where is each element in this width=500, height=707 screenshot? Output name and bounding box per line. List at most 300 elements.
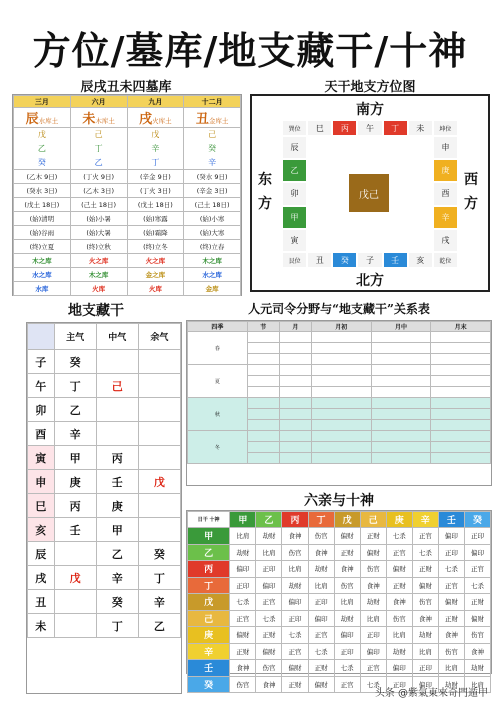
relation-cell	[311, 398, 371, 409]
relation-col-header: 节	[247, 322, 279, 332]
solar-term: (始)大寒	[184, 226, 241, 240]
hidden-stem-cell	[54, 614, 96, 638]
ten-god-cell: 食神	[412, 610, 438, 627]
hidden-col-header: 中气	[96, 324, 138, 350]
ten-god-cell: 正官	[386, 544, 412, 561]
compass-cell: 巽位	[282, 120, 307, 136]
ten-god-cell: 偏财	[334, 528, 360, 545]
month-header: 三月	[14, 96, 71, 108]
ten-god-cell: 正印	[334, 643, 360, 660]
hidden-stem-cell: 丙	[96, 446, 138, 470]
relation-cell	[247, 376, 279, 387]
ten-god-cell: 正印	[386, 676, 412, 693]
season-cell: 冬	[188, 431, 248, 464]
relation-cell	[431, 442, 491, 453]
relation-cell	[431, 332, 491, 343]
ten-god-cell: 劫财	[230, 544, 256, 561]
ten-god-cell: 正官	[256, 594, 282, 611]
hidden-stem-cell: 丁	[54, 374, 96, 398]
ten-god-cell: 正财	[256, 627, 282, 644]
relation-cell	[311, 343, 371, 354]
hidden-stem-cell: 庚	[54, 470, 96, 494]
stem-header: 庚	[386, 512, 412, 528]
relation-cell	[279, 387, 311, 398]
solar-term: (终)立夏	[14, 240, 71, 254]
stem-days: (丁火 9日)	[70, 170, 127, 184]
hidden-stem-cell: 戊	[138, 470, 180, 494]
branch-cell: 寅	[28, 446, 55, 470]
branch-cell: 午	[28, 374, 55, 398]
hidden-stem-cell: 壬	[96, 470, 138, 494]
ten-god-cell: 偏财	[386, 561, 412, 578]
compass-cell: 丙	[332, 120, 357, 136]
ten-god-cell: 正印	[230, 577, 256, 594]
tomb-store-label: 火之库	[70, 254, 127, 268]
ten-god-cell: 伤官	[438, 643, 464, 660]
relation-cell	[311, 354, 371, 365]
stem-days: (己土 18日)	[184, 198, 241, 212]
hidden-stem-cell: 丁	[96, 614, 138, 638]
day-stem-cell: 癸	[188, 676, 230, 693]
ten-god-cell: 正财	[438, 610, 464, 627]
ten-god-cell: 偏印	[412, 676, 438, 693]
ten-god-cell: 劫财	[256, 528, 282, 545]
stem-days: (乙木 3日)	[70, 184, 127, 198]
ten-god-cell: 劫财	[360, 594, 386, 611]
ten-god-cell: 正官	[360, 660, 386, 677]
solar-term: (终)立春	[184, 240, 241, 254]
hidden-stem-cell	[96, 350, 138, 374]
stem-header: 丙	[282, 512, 308, 528]
tomb-element: 土	[51, 117, 59, 125]
hidden-stem: 戊	[127, 128, 184, 142]
compass-cell: 酉	[433, 182, 458, 205]
relation-cell	[279, 398, 311, 409]
tomb-element: 土	[108, 117, 115, 125]
ten-god-cell: 七杀	[308, 643, 334, 660]
compass-cell: 戌	[433, 229, 458, 252]
compass-box	[250, 94, 490, 292]
compass-cell: 丁	[383, 120, 408, 136]
day-stem-cell: 庚	[188, 627, 230, 644]
branch-cell: 丑	[28, 590, 55, 614]
hidden-stem-cell	[138, 422, 180, 446]
tomb-table	[13, 95, 241, 296]
relation-cell	[431, 343, 491, 354]
ten-god-cell: 比肩	[230, 528, 256, 545]
relation-cell	[247, 409, 279, 420]
ten-god-cell: 劫财	[334, 610, 360, 627]
ten-god-cell: 偏财	[230, 627, 256, 644]
west-label: 西方	[464, 172, 478, 212]
compass-cell: 申	[433, 136, 458, 159]
hidden-stem-cell: 甲	[96, 518, 138, 542]
relation-cell	[279, 376, 311, 387]
ten-god-cell: 伤官	[386, 610, 412, 627]
ten-god-cell: 偏印	[360, 643, 386, 660]
ten-god-cell: 偏印	[282, 594, 308, 611]
branch-cell: 亥	[28, 518, 55, 542]
hidden-stem-cell	[54, 590, 96, 614]
relation-box	[186, 320, 492, 486]
tomb-store-label: 水之库	[14, 268, 71, 282]
compass-cell: 壬	[383, 252, 408, 268]
relation-cell	[311, 332, 371, 343]
hidden-heading: 地支藏干	[68, 303, 124, 319]
month-header: 九月	[127, 96, 184, 108]
relation-cell	[371, 398, 431, 409]
hidden-stem-cell: 乙	[138, 614, 180, 638]
relation-cell	[247, 453, 279, 464]
relation-cell	[247, 343, 279, 354]
corner-header: 日干 十神	[188, 512, 230, 528]
day-stem-cell: 丙	[188, 561, 230, 578]
stem-header: 乙	[256, 512, 282, 528]
ten-god-cell: 劫财	[386, 643, 412, 660]
day-stem-cell: 甲	[188, 528, 230, 545]
tomb-kind: 木库	[95, 117, 109, 125]
hidden-stem: 癸	[184, 142, 241, 156]
ten-god-cell: 劫财	[464, 660, 490, 677]
compass-cell: 坤位	[433, 120, 458, 136]
relation-cell	[311, 409, 371, 420]
ten-god-cell: 偏印	[386, 660, 412, 677]
relation-cell	[431, 420, 491, 431]
relation-cell	[279, 354, 311, 365]
relation-col-header: 月初	[311, 322, 371, 332]
relation-cell	[247, 442, 279, 453]
hidden-stem-cell: 丁	[138, 566, 180, 590]
relation-table	[187, 321, 491, 464]
six-box	[186, 510, 492, 691]
ten-god-cell: 正官	[464, 561, 490, 578]
ten-god-cell: 七杀	[282, 627, 308, 644]
solar-term: (始)大暑	[70, 226, 127, 240]
tomb-kind: 金库	[208, 117, 222, 125]
relation-cell	[279, 365, 311, 376]
hidden-table	[27, 323, 181, 638]
hidden-stem: 癸	[14, 156, 71, 170]
hidden-stem: 乙	[70, 156, 127, 170]
stem-header: 癸	[464, 512, 490, 528]
branch-cell: 戌	[28, 566, 55, 590]
ten-god-cell: 正印	[360, 627, 386, 644]
ten-god-cell: 伤官	[464, 627, 490, 644]
ten-god-cell: 食神	[386, 594, 412, 611]
stem-days: (己土 18日)	[70, 198, 127, 212]
day-stem-cell: 辛	[188, 643, 230, 660]
ten-god-cell: 正财	[360, 528, 386, 545]
ten-god-cell: 偏印	[334, 627, 360, 644]
relation-cell	[279, 420, 311, 431]
relation-cell	[431, 409, 491, 420]
hidden-stem-cell	[96, 422, 138, 446]
tomb-name-cell	[184, 108, 241, 128]
relation-cell	[311, 387, 371, 398]
ten-god-cell: 正官	[438, 577, 464, 594]
compass-cell: 乾位	[433, 252, 458, 268]
ten-god-cell: 食神	[464, 643, 490, 660]
relation-cell	[431, 354, 491, 365]
relation-cell	[279, 431, 311, 442]
ten-god-cell: 劫财	[282, 577, 308, 594]
ten-god-cell: 正财	[412, 561, 438, 578]
ten-god-cell: 比肩	[308, 577, 334, 594]
branch-cell: 卯	[28, 398, 55, 422]
ten-god-cell: 偏财	[464, 610, 490, 627]
stem-header: 甲	[230, 512, 256, 528]
compass-center: 戊己	[349, 174, 389, 212]
day-stem-cell: 戊	[188, 594, 230, 611]
ten-god-cell: 正印	[282, 610, 308, 627]
relation-cell	[371, 409, 431, 420]
relation-col-header: 月中	[371, 322, 431, 332]
ten-god-cell: 食神	[308, 544, 334, 561]
stem-days: (辛金 9日)	[127, 170, 184, 184]
ten-god-cell: 正财	[334, 544, 360, 561]
day-stem-cell: 乙	[188, 544, 230, 561]
hidden-col-header: 主气	[54, 324, 96, 350]
tomb-kind: 火库	[152, 117, 166, 125]
ten-god-cell: 七杀	[412, 544, 438, 561]
tomb-heading: 辰戌丑未四墓库	[80, 80, 172, 95]
tomb-name-cell	[127, 108, 184, 128]
ten-god-cell: 劫财	[438, 676, 464, 693]
hidden-stem-cell	[138, 446, 180, 470]
ten-god-cell: 伤官	[334, 577, 360, 594]
tomb-store-label: 木之库	[14, 254, 71, 268]
ten-god-cell: 正印	[308, 594, 334, 611]
hidden-box	[26, 322, 182, 694]
relation-cell	[247, 398, 279, 409]
relation-cell	[431, 365, 491, 376]
tomb-element: 土	[165, 117, 172, 125]
compass-left-col	[282, 136, 307, 252]
ten-god-cell: 劫财	[308, 561, 334, 578]
stem-days: (戊土 18日)	[14, 198, 71, 212]
season-cell: 夏	[188, 365, 248, 398]
relation-cell	[247, 387, 279, 398]
relation-cell	[431, 398, 491, 409]
ten-god-cell: 比肩	[360, 610, 386, 627]
relation-cell	[311, 442, 371, 453]
compass-cell: 寅	[282, 229, 307, 252]
ten-god-cell: 正印	[464, 528, 490, 545]
hidden-stem: 戊	[14, 128, 71, 142]
ten-god-cell: 比肩	[464, 676, 490, 693]
ten-god-cell: 偏财	[360, 544, 386, 561]
day-stem-cell: 丁	[188, 577, 230, 594]
ten-god-cell: 比肩	[256, 544, 282, 561]
solar-term: (始)清明	[14, 212, 71, 226]
tomb-branch: 辰	[25, 112, 39, 127]
relation-col-header: 月末	[431, 322, 491, 332]
relation-col-header: 月	[279, 322, 311, 332]
season-cell: 秋	[188, 398, 248, 431]
hidden-stem-cell: 己	[96, 374, 138, 398]
footer-watermark: 头条 @紫氣東來奇門遁甲	[374, 688, 488, 699]
tomb-name-cell	[70, 108, 127, 128]
stem-days: (乙木 9日)	[14, 170, 71, 184]
hidden-stem-cell: 戊	[54, 566, 96, 590]
branch-cell: 辰	[28, 542, 55, 566]
relation-cell	[279, 453, 311, 464]
hidden-stem-cell: 丙	[54, 494, 96, 518]
stem-days: (癸水 3日)	[14, 184, 71, 198]
ten-god-cell: 正官	[230, 610, 256, 627]
ten-god-cell: 偏印	[230, 561, 256, 578]
hidden-stem: 丁	[127, 156, 184, 170]
solar-term: (终)立冬	[127, 240, 184, 254]
ten-god-cell: 食神	[230, 660, 256, 677]
solar-term: (始)寒露	[127, 212, 184, 226]
hidden-col-header: 余气	[138, 324, 180, 350]
compass-cell: 巳	[307, 120, 332, 136]
stem-header: 壬	[438, 512, 464, 528]
tomb-element: 土	[221, 117, 229, 125]
hidden-stem-cell: 甲	[54, 446, 96, 470]
branch-cell: 申	[28, 470, 55, 494]
ten-god-cell: 偏印	[308, 610, 334, 627]
ten-god-cell: 正财	[464, 594, 490, 611]
compass-cell: 艮位	[282, 252, 307, 268]
hidden-stem-cell: 癸	[96, 590, 138, 614]
ten-god-cell: 比肩	[438, 660, 464, 677]
relation-cell	[371, 376, 431, 387]
branch-cell: 子	[28, 350, 55, 374]
page-title: 方位/墓库/地支藏干/十神	[32, 28, 468, 73]
ten-god-cell: 七杀	[334, 660, 360, 677]
ten-god-cell: 正官	[412, 528, 438, 545]
relation-cell	[311, 431, 371, 442]
ten-god-cell: 正印	[256, 561, 282, 578]
branch-cell: 酉	[28, 422, 55, 446]
north-label: 北方	[356, 273, 384, 289]
compass-cell: 丑	[307, 252, 332, 268]
relation-cell	[371, 365, 431, 376]
solar-term: (始)霜降	[127, 226, 184, 240]
hidden-stem-cell: 庚	[96, 494, 138, 518]
relation-cell	[311, 376, 371, 387]
tomb-store-label: 木之库	[184, 254, 241, 268]
ten-god-cell: 伤官	[308, 528, 334, 545]
relation-cell	[279, 409, 311, 420]
ten-god-cell: 偏财	[438, 594, 464, 611]
ten-god-cell: 正印	[412, 660, 438, 677]
ten-god-cell: 正印	[438, 544, 464, 561]
south-label: 南方	[356, 102, 384, 118]
ten-god-cell: 偏财	[412, 577, 438, 594]
ten-god-cell: 比肩	[386, 627, 412, 644]
stem-header: 戊	[334, 512, 360, 528]
relation-cell	[371, 332, 431, 343]
relation-cell	[371, 343, 431, 354]
relation-cell	[311, 365, 371, 376]
relation-cell	[279, 343, 311, 354]
stem-header: 辛	[412, 512, 438, 528]
relation-cell	[371, 354, 431, 365]
hidden-stem-cell	[138, 494, 180, 518]
ten-god-cell: 正财	[282, 676, 308, 693]
relation-cell	[431, 431, 491, 442]
ten-god-cell: 食神	[282, 528, 308, 545]
ten-god-cell: 正财	[230, 643, 256, 660]
tomb-store-label: 木之库	[70, 268, 127, 282]
compass-cell: 午	[357, 120, 382, 136]
hidden-stem-cell: 辛	[96, 566, 138, 590]
ten-god-cell: 食神	[438, 627, 464, 644]
relation-cell	[431, 387, 491, 398]
relation-cell	[371, 453, 431, 464]
compass-cell: 辛	[433, 206, 458, 229]
relation-cell	[279, 332, 311, 343]
hidden-stem-cell	[138, 350, 180, 374]
hidden-stem-cell	[138, 374, 180, 398]
compass-cell: 卯	[282, 182, 307, 205]
day-stem-cell: 己	[188, 610, 230, 627]
relation-cell	[247, 354, 279, 365]
month-header: 十二月	[184, 96, 241, 108]
ten-god-cell: 比肩	[334, 594, 360, 611]
stem-days: (癸水 9日)	[184, 170, 241, 184]
relation-cell	[431, 376, 491, 387]
relation-heading: 人元司令分野与“地支藏干”关系表	[248, 302, 430, 316]
ten-god-cell: 偏财	[282, 660, 308, 677]
tomb-store-label: 水之库	[184, 268, 241, 282]
compass-cell: 乙	[282, 159, 307, 182]
tomb-store-label: 金之库	[127, 268, 184, 282]
ten-god-cell: 七杀	[360, 676, 386, 693]
tomb-store-label: 水库	[14, 282, 71, 296]
ten-god-cell: 正官	[334, 676, 360, 693]
hidden-stem: 辛	[127, 142, 184, 156]
ten-god-cell: 偏财	[308, 676, 334, 693]
ten-god-cell: 伤官	[282, 544, 308, 561]
season-cell: 春	[188, 332, 248, 365]
relation-cell	[371, 442, 431, 453]
compass-bottom-row	[282, 252, 458, 268]
tomb-store-label: 火库	[127, 282, 184, 296]
compass-top-row	[282, 120, 458, 136]
compass-cell: 庚	[433, 159, 458, 182]
ten-god-cell: 七杀	[386, 528, 412, 545]
ten-god-cell: 食神	[360, 577, 386, 594]
relation-cell	[371, 431, 431, 442]
solar-term: (始)小寒	[184, 212, 241, 226]
tomb-kind: 水库	[38, 117, 52, 125]
compass-cell: 未	[408, 120, 433, 136]
hidden-stem-cell: 辛	[138, 590, 180, 614]
six-heading: 六亲与十神	[304, 493, 374, 509]
relation-cell	[247, 420, 279, 431]
branch-cell: 未	[28, 614, 55, 638]
ten-god-cell: 七杀	[256, 610, 282, 627]
relation-cell	[371, 387, 431, 398]
ten-god-cell: 偏印	[464, 544, 490, 561]
hidden-stem-cell: 癸	[54, 350, 96, 374]
hidden-stem-cell: 乙	[96, 542, 138, 566]
ten-god-cell: 伤官	[230, 676, 256, 693]
hidden-stem-cell: 辛	[54, 422, 96, 446]
compass-heading: 天干地支方位图	[324, 80, 416, 95]
relation-cell	[371, 420, 431, 431]
stem-days: (戊土 18日)	[127, 198, 184, 212]
compass-cell: 子	[357, 252, 382, 268]
ten-god-cell: 正官	[308, 627, 334, 644]
hidden-stem-cell	[138, 398, 180, 422]
ten-god-cell: 食神	[334, 561, 360, 578]
hidden-stem-cell	[54, 542, 96, 566]
